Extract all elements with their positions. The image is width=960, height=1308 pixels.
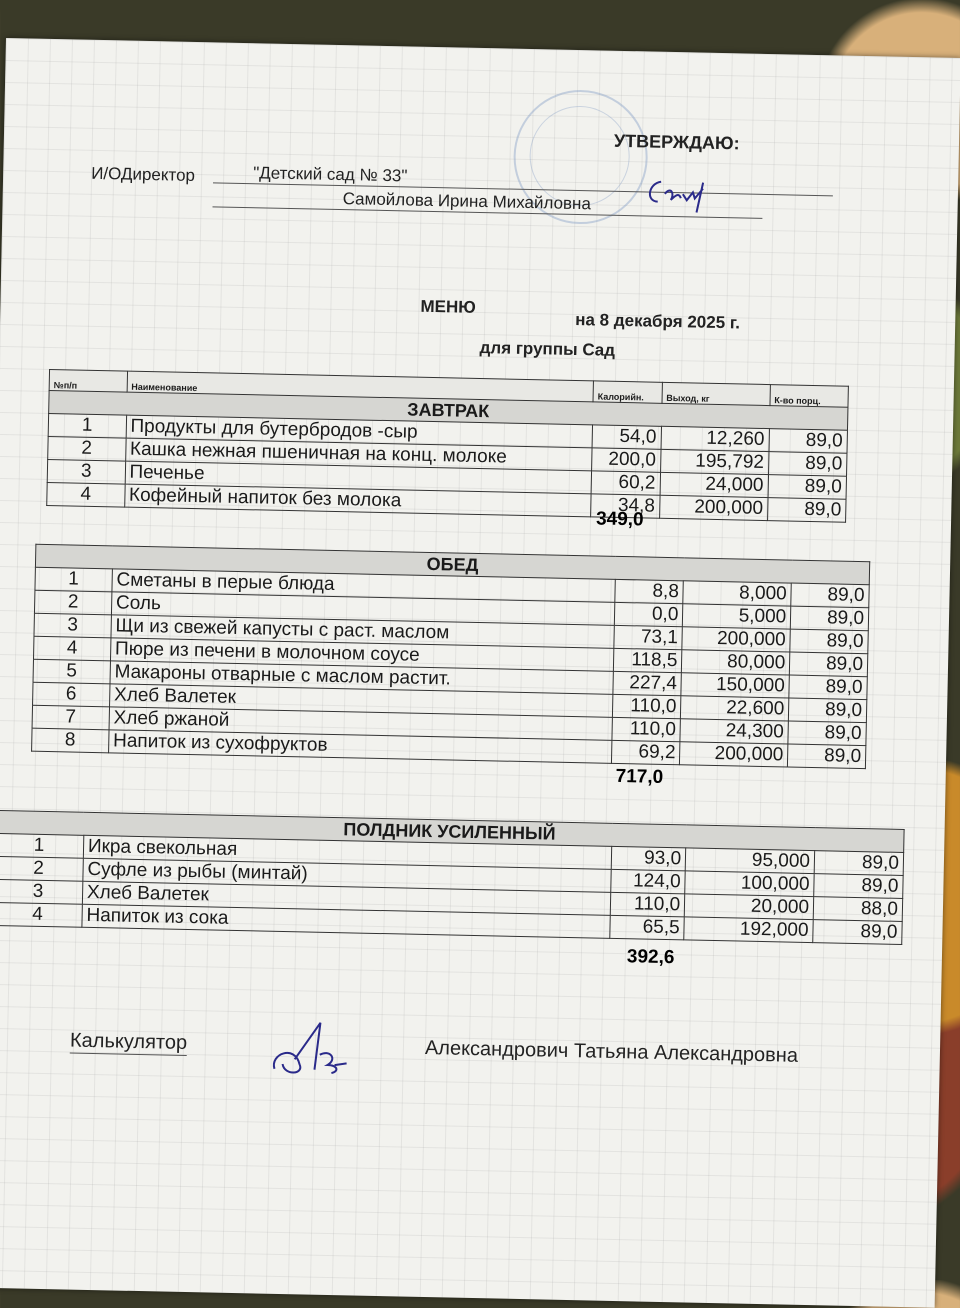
- col-cal: Калорийн.: [593, 381, 662, 403]
- col-num: №п/п: [49, 369, 127, 392]
- section-title: ОБЕД: [35, 544, 869, 584]
- lunch-table: [31, 544, 870, 769]
- table-row: 1 Икра свекольная 93,0 95,000 89,0: [0, 833, 904, 875]
- col-portions: К-во порц.: [770, 385, 849, 408]
- approval-name: Самойлова Ирина Михайловна: [212, 186, 762, 219]
- table-row: 2 Суфле из рыбы (минтай) 124,0 100,000 89,0: [0, 856, 903, 898]
- table-row: 1 Продукты для бутербродов -сыр 54,0 12,260 89,0: [48, 413, 847, 453]
- table-row: 8 Напиток из сухофруктов 69,2 200,000 89,0: [32, 728, 866, 768]
- table-row: 3 Щи из свежей капусты с раст. маслом 73,1 200,000 89,0: [34, 613, 868, 653]
- col-out: Выход, кг: [662, 382, 770, 405]
- lunch-total: 717,0: [615, 765, 664, 788]
- footer-name: Александрович Татьяна Александровна: [424, 1036, 799, 1067]
- menu-sheet: [0, 38, 960, 1308]
- director-signature: [642, 171, 723, 218]
- approval-title: УТВЕРЖДАЮ:: [613, 130, 740, 154]
- table-row: 2 Кашка нежная пшеничная на конц. молоке 200,0 195,792 89,0: [48, 436, 847, 476]
- table-row: 1 Сметаны в перые блюда 8,8 8,000 89,0: [35, 567, 869, 607]
- approval-position: И/ОДиректор: [90, 163, 196, 185]
- col-name: Наименование: [127, 371, 594, 402]
- breakfast-table: [46, 369, 849, 523]
- table-row: 7 Хлеб ржаной 110,0 24,300 89,0: [32, 705, 866, 745]
- approval-org: "Детский сад № 33": [213, 162, 833, 196]
- footer-role: Калькулятор: [69, 1029, 188, 1055]
- table-row: 6 Хлеб Валетек 110,0 22,600 89,0: [33, 682, 867, 722]
- menu-title: МЕНЮ: [420, 296, 476, 317]
- menu-date: на 8 декабря 2025 г.: [575, 309, 741, 333]
- table-row: 3 Печенье 60,2 24,000 89,0: [47, 459, 846, 499]
- table-row: 5 Макароны отварные с маслом растит. 227,4 150,000 89,0: [33, 659, 867, 699]
- snack-total: 392,6: [626, 946, 675, 969]
- table-row: 4 Кофейный напиток без молока 34,8 200,000 89,0: [47, 482, 846, 522]
- table-row: 4 Пюре из печени в молочном соусе 118,5 80,000 89,0: [33, 636, 867, 676]
- table-row: 4 Напиток из сока 65,5 192,000 89,0: [0, 902, 902, 944]
- calculator-signature: [264, 1014, 365, 1086]
- breakfast-total: 349,0: [595, 508, 644, 531]
- table-row: 3 Хлеб Валетек 110,0 20,000 88,0: [0, 879, 903, 921]
- section-title: ЗАВТРАК: [49, 390, 848, 430]
- table-row: 2 Соль 0,0 5,000 89,0: [34, 590, 868, 630]
- snack-table: [0, 810, 905, 945]
- section-title: ПОЛДНИК УСИЛЕННЫЙ: [0, 810, 904, 852]
- menu-group: для группы Сад: [479, 337, 616, 360]
